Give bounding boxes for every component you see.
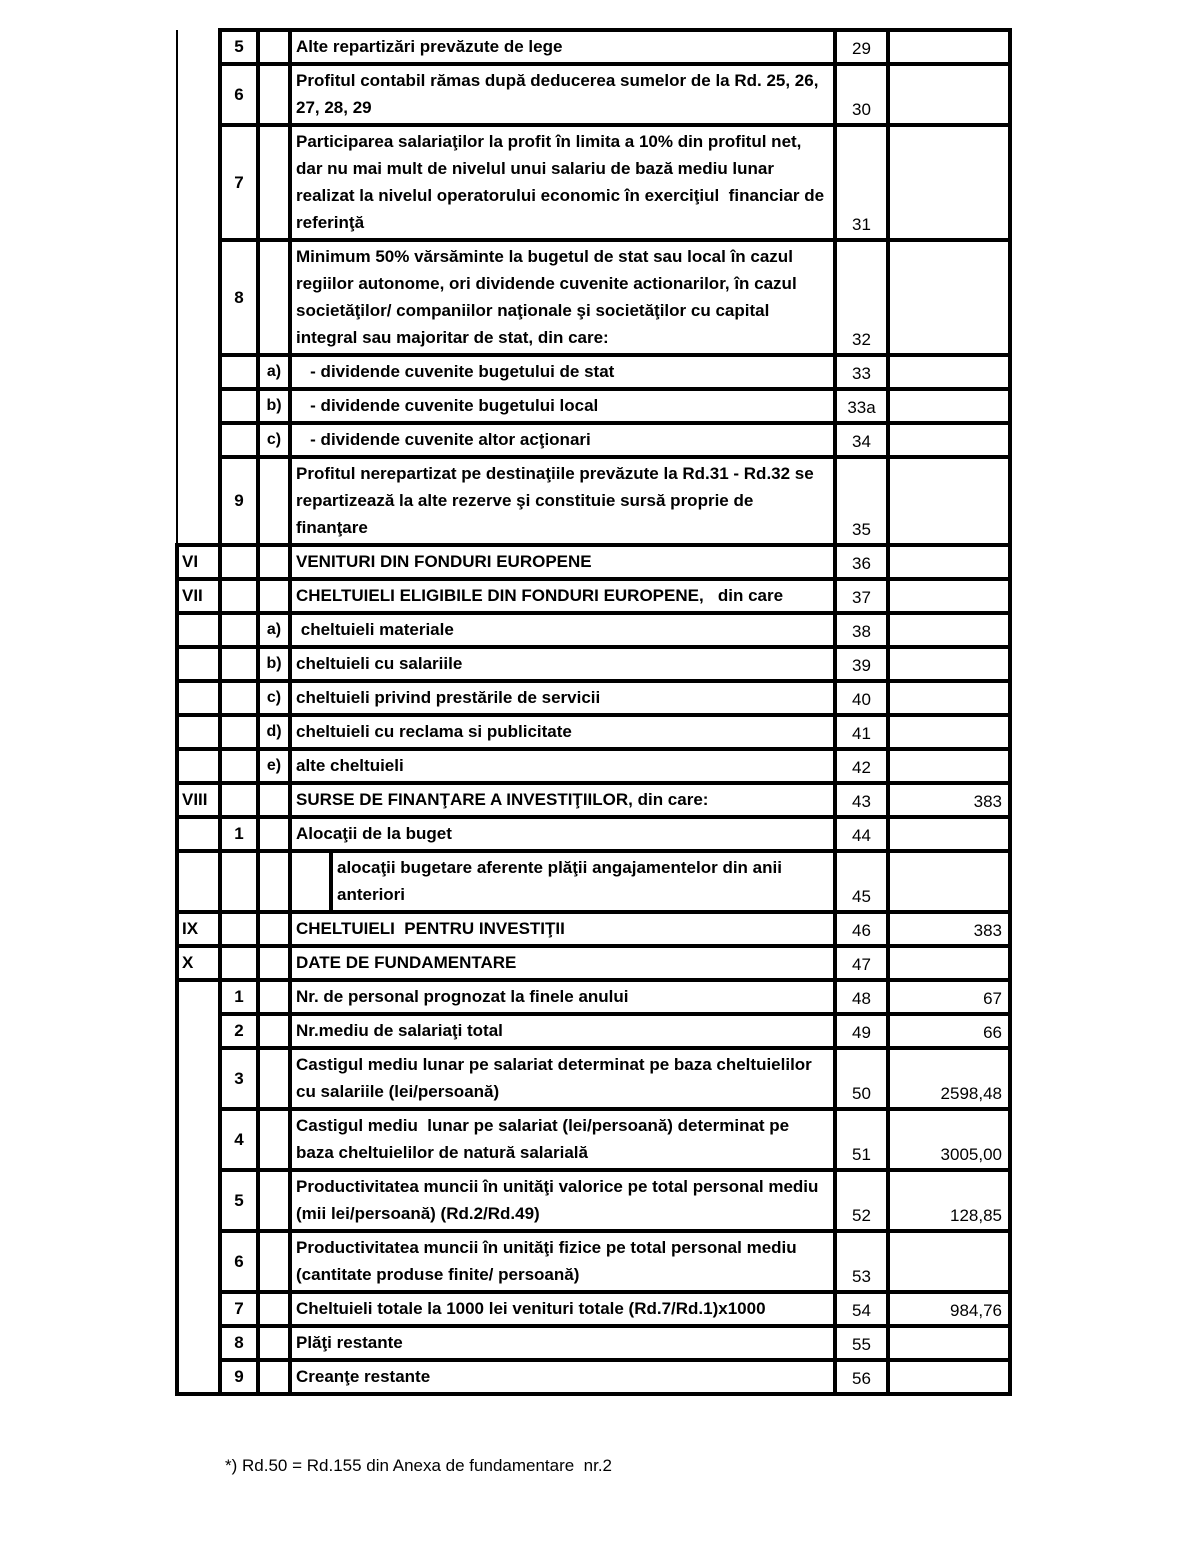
- rand-cell: 51: [835, 1109, 888, 1170]
- nr-cell: 4: [220, 1109, 258, 1170]
- nr-cell: 6: [220, 1231, 258, 1292]
- letter-cell: a): [258, 613, 290, 647]
- table-row: [177, 64, 1010, 125]
- nr-cell: 3: [220, 1048, 258, 1109]
- table-row: [177, 1326, 1010, 1360]
- indicator-cell: Castigul mediu lunar pe salariat determinat pe baza cheltuielilor cu salariile (lei/persoană): [290, 1048, 835, 1109]
- letter-cell: [258, 30, 290, 64]
- value-cell: 67: [888, 980, 1010, 1014]
- table-row: [177, 946, 1010, 980]
- letter-cell: c): [258, 423, 290, 457]
- value-cell: [888, 389, 1010, 423]
- rand-cell: 43: [835, 783, 888, 817]
- table-row: [177, 1292, 1010, 1326]
- rand-cell: 44: [835, 817, 888, 851]
- table-row: [177, 579, 1010, 613]
- indicator-cell: cheltuieli privind prestările de servicii: [290, 681, 835, 715]
- letter-cell: [258, 1292, 290, 1326]
- section-cell: [177, 715, 220, 749]
- rand-cell: 56: [835, 1360, 888, 1394]
- letter-cell: [258, 851, 290, 912]
- nr-cell: [220, 681, 258, 715]
- table-row: [177, 613, 1010, 647]
- value-cell: [888, 423, 1010, 457]
- section-cell: X: [177, 946, 220, 980]
- indicator-cell: SURSE DE FINANŢARE A INVESTIŢIILOR, din care:: [290, 783, 835, 817]
- rand-cell: 50: [835, 1048, 888, 1109]
- value-cell: [888, 715, 1010, 749]
- indicator-cell: DATE DE FUNDAMENTARE: [290, 946, 835, 980]
- section-cell: VII: [177, 579, 220, 613]
- indicator-cell: cheltuieli materiale: [290, 613, 835, 647]
- letter-cell: [258, 783, 290, 817]
- table-row: [177, 1048, 1010, 1109]
- indicator-cell: Alte repartizări prevăzute de lege: [290, 30, 835, 64]
- letter-cell: d): [258, 715, 290, 749]
- letter-cell: [258, 1014, 290, 1048]
- indicator-cell: alte cheltuieli: [290, 749, 835, 783]
- nr-cell: 8: [220, 1326, 258, 1360]
- letter-cell: b): [258, 647, 290, 681]
- table-row: [177, 715, 1010, 749]
- nr-cell: 7: [220, 125, 258, 240]
- table-row: [177, 125, 1010, 240]
- nr-cell: 5: [220, 30, 258, 64]
- rand-cell: 41: [835, 715, 888, 749]
- nr-cell: [220, 946, 258, 980]
- nr-cell: 8: [220, 240, 258, 355]
- indicator-cell: Cheltuieli totale la 1000 lei venituri totale (Rd.7/Rd.1)x1000: [290, 1292, 835, 1326]
- letter-cell: [258, 1170, 290, 1231]
- section-cell: [177, 30, 220, 545]
- indicator-cell: Creanţe restante: [290, 1360, 835, 1394]
- rand-cell: 45: [835, 851, 888, 912]
- letter-cell: [258, 457, 290, 545]
- rand-cell: 33a: [835, 389, 888, 423]
- indicator-cell: Participarea salariaţilor la profit în limita a 10% din profitul net, dar nu mai mult de nivelul unui salariu de bază mediu lunar realizat la nivelul operatorului economic în exerciţiul financiar de referinţă: [290, 125, 835, 240]
- section-cell: IX: [177, 912, 220, 946]
- table-body: [177, 30, 1010, 1394]
- rand-cell: 40: [835, 681, 888, 715]
- nr-cell: [220, 912, 258, 946]
- table-row: [177, 851, 1010, 912]
- value-cell: [888, 613, 1010, 647]
- value-cell: [888, 851, 1010, 912]
- nr-cell: [220, 545, 258, 579]
- rand-cell: 36: [835, 545, 888, 579]
- rand-cell: 32: [835, 240, 888, 355]
- rand-cell: 35: [835, 457, 888, 545]
- table-row: [177, 1014, 1010, 1048]
- nr-cell: 6: [220, 64, 258, 125]
- nr-cell: [220, 783, 258, 817]
- rand-cell: 49: [835, 1014, 888, 1048]
- nr-cell: 2: [220, 1014, 258, 1048]
- nr-cell: [220, 715, 258, 749]
- section-cell: [177, 613, 220, 647]
- letter-cell: [258, 946, 290, 980]
- value-cell: 2598,48: [888, 1048, 1010, 1109]
- section-cell: [177, 681, 220, 715]
- table-row: [177, 817, 1010, 851]
- section-cell: [177, 647, 220, 681]
- table-row: [177, 783, 1010, 817]
- letter-cell: [258, 1326, 290, 1360]
- value-cell: [888, 647, 1010, 681]
- letter-cell: [258, 912, 290, 946]
- value-cell: [888, 240, 1010, 355]
- indicator-cell: CHELTUIELI ELIGIBILE DIN FONDURI EUROPENE, din care: [290, 579, 835, 613]
- nr-cell: 9: [220, 1360, 258, 1394]
- nr-cell: [220, 355, 258, 389]
- nr-cell: 1: [220, 980, 258, 1014]
- rand-cell: 29: [835, 30, 888, 64]
- value-cell: [888, 355, 1010, 389]
- table-row: [177, 240, 1010, 355]
- indicator-cell: CHELTUIELI PENTRU INVESTIŢII: [290, 912, 835, 946]
- rand-cell: 48: [835, 980, 888, 1014]
- section-cell: [177, 817, 220, 851]
- value-cell: 383: [888, 783, 1010, 817]
- rand-cell: 34: [835, 423, 888, 457]
- nr-cell: [220, 423, 258, 457]
- rand-cell: 39: [835, 647, 888, 681]
- rand-cell: 54: [835, 1292, 888, 1326]
- nr-cell: 9: [220, 457, 258, 545]
- value-cell: 984,76: [888, 1292, 1010, 1326]
- letter-cell: [258, 1109, 290, 1170]
- letter-cell: [258, 579, 290, 613]
- indicator-cell: cheltuieli cu salariile: [290, 647, 835, 681]
- value-cell: [888, 64, 1010, 125]
- nr-cell: [220, 851, 258, 912]
- letter-cell: [258, 125, 290, 240]
- section-cell: [177, 749, 220, 783]
- rand-cell: 38: [835, 613, 888, 647]
- value-cell: [888, 545, 1010, 579]
- letter-cell: a): [258, 355, 290, 389]
- indicator-cell: - dividende cuvenite bugetului de stat: [290, 355, 835, 389]
- table-row: [177, 1170, 1010, 1231]
- footnote: *) Rd.50 = Rd.155 din Anexa de fundamentare nr.2: [225, 1456, 613, 1475]
- indicator-cell: Alocaţii de la buget: [290, 817, 835, 851]
- table-row: [177, 1360, 1010, 1394]
- indicator-cell: Productivitatea muncii în unităţi fizice pe total personal mediu (cantitate produse finite/ persoană): [290, 1231, 835, 1292]
- rand-cell: 46: [835, 912, 888, 946]
- nr-cell: [220, 613, 258, 647]
- letter-cell: [258, 980, 290, 1014]
- letter-cell: e): [258, 749, 290, 783]
- letter-cell: [258, 1231, 290, 1292]
- value-cell: [888, 1326, 1010, 1360]
- indicator-cell: Minimum 50% vărsăminte la bugetul de stat sau local în cazul regiilor autonome, ori dividende cuvenite actionarilor, în cazul societăţilor/ companiilor naţionale şi societăţilor cu capital integral sau majoritar de stat, din care:: [290, 240, 835, 355]
- table-row: [177, 1109, 1010, 1170]
- value-cell: [888, 817, 1010, 851]
- value-cell: [888, 1360, 1010, 1394]
- rand-cell: 47: [835, 946, 888, 980]
- rand-cell: 55: [835, 1326, 888, 1360]
- nr-cell: 1: [220, 817, 258, 851]
- budget-table: [175, 28, 1012, 1396]
- value-cell: [888, 30, 1010, 64]
- table-row: [177, 647, 1010, 681]
- table-row: [177, 681, 1010, 715]
- table-row: [177, 545, 1010, 579]
- rand-cell: 33: [835, 355, 888, 389]
- nr-cell: 7: [220, 1292, 258, 1326]
- table-row: [177, 912, 1010, 946]
- value-cell: 128,85: [888, 1170, 1010, 1231]
- value-cell: [888, 457, 1010, 545]
- letter-cell: [258, 817, 290, 851]
- rand-cell: 53: [835, 1231, 888, 1292]
- value-cell: [888, 946, 1010, 980]
- value-cell: [888, 579, 1010, 613]
- indicator-cell: alocaţii bugetare aferente plăţii angajamentelor din anii anteriori: [290, 851, 835, 912]
- table-row: [177, 423, 1010, 457]
- value-cell: [888, 1231, 1010, 1292]
- letter-cell: [258, 545, 290, 579]
- value-cell: [888, 681, 1010, 715]
- letter-cell: [258, 240, 290, 355]
- letter-cell: c): [258, 681, 290, 715]
- section-cell: [177, 980, 220, 1394]
- section-cell: VIII: [177, 783, 220, 817]
- table-row: [177, 30, 1010, 64]
- nr-cell: [220, 579, 258, 613]
- table-row: [177, 457, 1010, 545]
- section-cell: VI: [177, 545, 220, 579]
- letter-cell: b): [258, 389, 290, 423]
- section-cell: [177, 851, 220, 912]
- rand-cell: 52: [835, 1170, 888, 1231]
- rand-cell: 31: [835, 125, 888, 240]
- nr-cell: 5: [220, 1170, 258, 1231]
- value-cell: [888, 125, 1010, 240]
- nr-cell: [220, 389, 258, 423]
- rand-cell: 30: [835, 64, 888, 125]
- nr-cell: [220, 749, 258, 783]
- table-row: [177, 749, 1010, 783]
- table-row: [177, 980, 1010, 1014]
- table-row: [177, 1231, 1010, 1292]
- nr-cell: [220, 647, 258, 681]
- indicator-cell: - dividende cuvenite bugetului local: [290, 389, 835, 423]
- rand-cell: 42: [835, 749, 888, 783]
- indicator-cell: Nr.mediu de salariaţi total: [290, 1014, 835, 1048]
- value-cell: [888, 749, 1010, 783]
- letter-cell: [258, 64, 290, 125]
- indicator-cell: Productivitatea muncii în unităţi valorice pe total personal mediu (mii lei/persoană) (Rd.2/Rd.49): [290, 1170, 835, 1231]
- table-row: [177, 389, 1010, 423]
- indicator-cell: - dividende cuvenite altor acţionari: [290, 423, 835, 457]
- indicator-cell: Nr. de personal prognozat la finele anului: [290, 980, 835, 1014]
- indicator-cell: Plăţi restante: [290, 1326, 835, 1360]
- table-row: [177, 355, 1010, 389]
- rand-cell: 37: [835, 579, 888, 613]
- indicator-cell: VENITURI DIN FONDURI EUROPENE: [290, 545, 835, 579]
- indicator-cell: Profitul nerepartizat pe destinaţiile prevăzute la Rd.31 - Rd.32 se repartizează la alte rezerve şi constituie sursă proprie de finanţare: [290, 457, 835, 545]
- letter-cell: [258, 1360, 290, 1394]
- value-cell: 383: [888, 912, 1010, 946]
- value-cell: 66: [888, 1014, 1010, 1048]
- letter-cell: [258, 1048, 290, 1109]
- indicator-cell: Profitul contabil rămas după deducerea sumelor de la Rd. 25, 26, 27, 28, 29: [290, 64, 835, 125]
- indicator-cell: Castigul mediu lunar pe salariat (lei/persoană) determinat pe baza cheltuielilor de natură salarială: [290, 1109, 835, 1170]
- indicator-cell: cheltuieli cu reclama si publicitate: [290, 715, 835, 749]
- value-cell: 3005,00: [888, 1109, 1010, 1170]
